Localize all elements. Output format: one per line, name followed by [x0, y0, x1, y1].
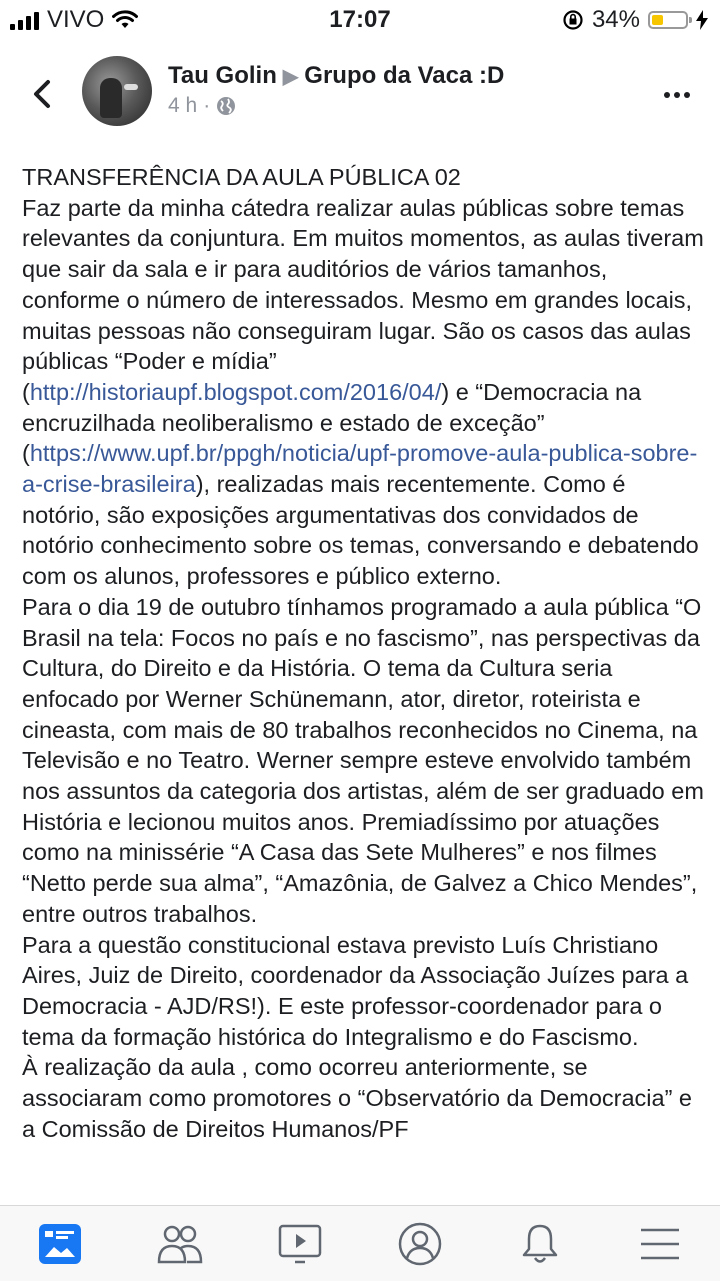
meta-separator: ·: [203, 94, 211, 117]
tab-watch[interactable]: [270, 1216, 330, 1272]
post-text: À realização da aula , como ocorreu anteriormente, se associaram como promotores o “Observatório da Democracia” e a Comissão de Direitos Humanos/PF: [22, 1054, 693, 1142]
tab-news-feed[interactable]: [30, 1216, 90, 1272]
charging-bolt-icon: [696, 10, 708, 30]
tab-menu[interactable]: [630, 1216, 690, 1272]
author-avatar[interactable]: [82, 56, 152, 126]
post-text: ) e “Democracia na encruzilhada neoliberalismo e estado de exceção” (: [22, 378, 642, 467]
post-paragraph: [22, 162, 708, 592]
profile-icon: [397, 1221, 443, 1267]
post-paragraph: [22, 592, 708, 930]
tab-profile[interactable]: [390, 1216, 450, 1272]
post-body: [22, 162, 708, 1145]
post-paragraph: [22, 930, 708, 1053]
post-author-line: [168, 62, 504, 90]
post-link[interactable]: http://historiaupf.blogspot.com/2016/04/: [29, 378, 442, 405]
post-time[interactable]: 4 h: [168, 94, 198, 117]
post-text: Para a questão constitucional estava previsto Luís Christiano Aires, Juiz de Direito, coordenador da Associação Juízes para a Democracia - AJD/RS!). E este professor-coordenador para o tema da formação histórica do Integralismo e do Fascismo.: [22, 931, 689, 1050]
post-text: Faz parte da minha cátedra realizar aulas públicas sobre temas relevantes da conjuntura. Em muitos momentos, as aulas tiveram que sair da sala e ir para auditórios de vários tamanhos, conforme o número de interessados. Mesmo em grandes locais, muitas pessoas não conseguiram lugar. São os casos das aulas públicas “Poder e mídia” (: [22, 194, 704, 405]
back-arrow-icon[interactable]: [24, 74, 64, 114]
tab-groups[interactable]: [150, 1216, 210, 1272]
bottom-tab-bar: [0, 1205, 720, 1281]
post-link[interactable]: https://www.upf.br/ppgh/noticia/upf-promove-aula-publica-sobre-a-crise-brasileira: [22, 440, 698, 498]
groups-icon: [156, 1222, 204, 1266]
battery-icon: [648, 11, 688, 29]
group-name[interactable]: Grupo da Vaca :D: [304, 62, 505, 89]
author-name[interactable]: Tau Golin: [168, 62, 277, 89]
post-text: TRANSFERÊNCIA DA AULA PÚBLICA 02: [22, 164, 461, 190]
news-feed-icon: [37, 1222, 83, 1266]
globe-icon: [216, 96, 236, 116]
hamburger-menu-icon: [638, 1224, 682, 1264]
orientation-lock-icon: [562, 9, 584, 31]
shared-to-arrow-icon: ▶: [282, 66, 299, 88]
status-bar: [0, 0, 720, 38]
bell-icon: [518, 1221, 562, 1267]
post-text: ), realizadas mais recentemente. Como é notório, são exposições argumentativas dos convidados de notório conhecimento sobre os temas, conversando e debatendo com os alunos, professores e público externo.: [22, 471, 699, 590]
tab-notifications[interactable]: [510, 1216, 570, 1272]
post-meta: [168, 94, 236, 118]
post-text: Para o dia 19 de outubro tínhamos programado a aula pública “O Brasil na tela: Focos no país e no fascismo”, nas perspectivas da Cultura, do Direito e da História. O tema da Cultura seria enfocado por Werner Schünemann, ator, diretor, roteirista e cineasta, com mais de 80 trabalhos reconhecidos no Cinema, na Televisão e no Teatro. Werner sempre esteve envolvido também nos assuntos da categoria dos artistas, além de ser graduado em História e lecionou muitos anos. Premiadíssimo por atuações como na minissérie “A Casa das Sete Mulheres” e nos filmes “Netto perde sua alma”, “Amazônia, de Galvez a Chico Mendes”, entre outros trabalhos.: [22, 593, 704, 927]
clock: 17:07: [329, 6, 391, 33]
carrier-name: VIVO: [47, 6, 105, 33]
post-paragraph: [22, 1052, 708, 1144]
post-header: [0, 40, 720, 150]
video-play-icon: [277, 1222, 323, 1266]
more-options-icon[interactable]: [662, 80, 692, 110]
battery-percent: 34%: [591, 6, 640, 33]
